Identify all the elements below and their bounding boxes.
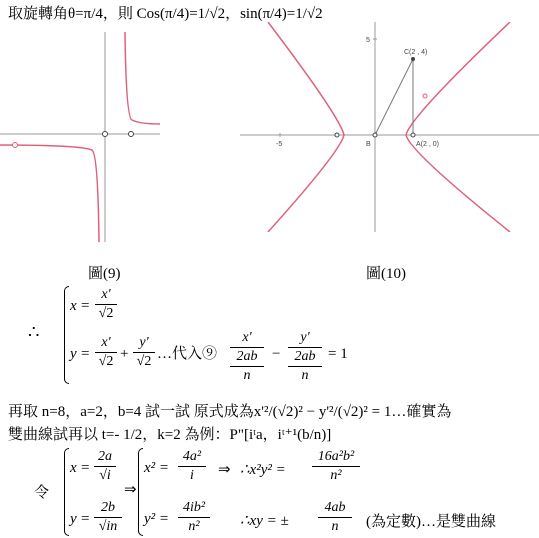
- eq2-y: y: [70, 511, 77, 527]
- frac-x-over-sqrt2: x' √2: [95, 287, 117, 322]
- fig10-segment-bc: [375, 59, 413, 135]
- figure-9-graph: [0, 22, 160, 242]
- frac-x-over-sqrt2-b: x' √2: [95, 335, 117, 370]
- eq2-therefore-x2y2: ∴x²y² =: [240, 462, 286, 478]
- eq2-note: (為定數)…是雙曲線: [366, 514, 496, 530]
- left-brace-2: [64, 448, 69, 536]
- fig10-point-b: [373, 133, 377, 137]
- fig9-hyperbola-upper: [125, 32, 160, 124]
- paragraph-line-1: 再取 n=8，a=2，b=4 試一試 原式成為x'²/(√2)² − y'²/(√2)² = 1…確實為: [8, 404, 452, 420]
- eq1-x: x: [70, 298, 77, 314]
- eq1-eq-1: =: [81, 298, 90, 314]
- frac-2a-sqrt-i: 2a √i: [94, 449, 116, 484]
- fig10-tick-5-label: 5: [366, 37, 370, 44]
- paragraph-line-2: 雙曲線試再以 t=- 1/2，k=2 為例：P"[iᵗa，iᵗ⁺¹(b/n)]: [8, 427, 332, 443]
- eq1-substitute-text: …代入⑨: [157, 346, 218, 362]
- fig10-vertex-left: [335, 133, 339, 137]
- fig10-tick-neg5-label: -5: [276, 141, 283, 148]
- eq1-y: y: [70, 346, 77, 362]
- eq2-therefore-xy: ∴xy = ±: [240, 513, 289, 529]
- frac-16a2b2-n2: 16a²b² n²: [312, 449, 360, 484]
- implies-arrow: ⇒: [124, 482, 137, 498]
- fig10-point-a: [411, 133, 415, 137]
- eq2-y-squared: y² =: [144, 511, 170, 527]
- eq1-plus: +: [120, 346, 129, 362]
- fig9-point-left: [13, 143, 18, 148]
- ling-text: 令: [34, 485, 50, 501]
- frac-2b-sqrt-in: 2b √in: [94, 500, 122, 535]
- eq2-x: x: [70, 460, 77, 476]
- fig10-point-a-label: A(2 , 0): [416, 141, 439, 148]
- fig10-point-c: [411, 57, 415, 61]
- fig10-point-c-label: C(2 , 4): [404, 49, 428, 56]
- left-brace-3: [138, 448, 143, 536]
- fig10-hyperbola-left: [268, 22, 344, 232]
- eq1-rhs: = 1: [328, 346, 348, 362]
- frac-4ib2-n2: 4ib² n²: [178, 500, 210, 535]
- eq2-eq-1: =: [81, 460, 90, 476]
- implies-arrow-2: ⇒: [218, 462, 231, 478]
- eq2-eq-2: =: [81, 511, 90, 527]
- therefore-symbol: ∴: [28, 322, 40, 342]
- eq1-eq-2: =: [81, 346, 90, 362]
- frac-4ab-n: 4ab n: [318, 500, 352, 535]
- figure-9-caption: 圖(9): [88, 266, 121, 282]
- fig9-hyperbola-lower: [0, 145, 99, 242]
- figure-10-graph: [240, 22, 539, 232]
- frac-yp-2ab-n: y' 2ab n: [288, 330, 322, 384]
- left-brace: [64, 286, 69, 384]
- fig9-point-right: [129, 132, 134, 137]
- fig9-origin-point: [103, 132, 108, 137]
- frac-4a2-i: 4a² i: [178, 449, 206, 484]
- frac-y-over-sqrt2: y' √2: [133, 335, 155, 370]
- frac-xp-2ab-n: x' 2ab n: [230, 330, 264, 384]
- eq1-minus: −: [272, 346, 281, 362]
- fig10-point-on-curve: [423, 94, 427, 98]
- eq2-x-squared: x² =: [144, 460, 170, 476]
- figure-10-caption: 圖(10): [366, 266, 406, 282]
- fig10-point-b-label: B: [366, 141, 371, 148]
- header-text: 取旋轉角θ=π/4，則 Cos(π/4)=1/√2，sin(π/4)=1/√2: [8, 6, 323, 22]
